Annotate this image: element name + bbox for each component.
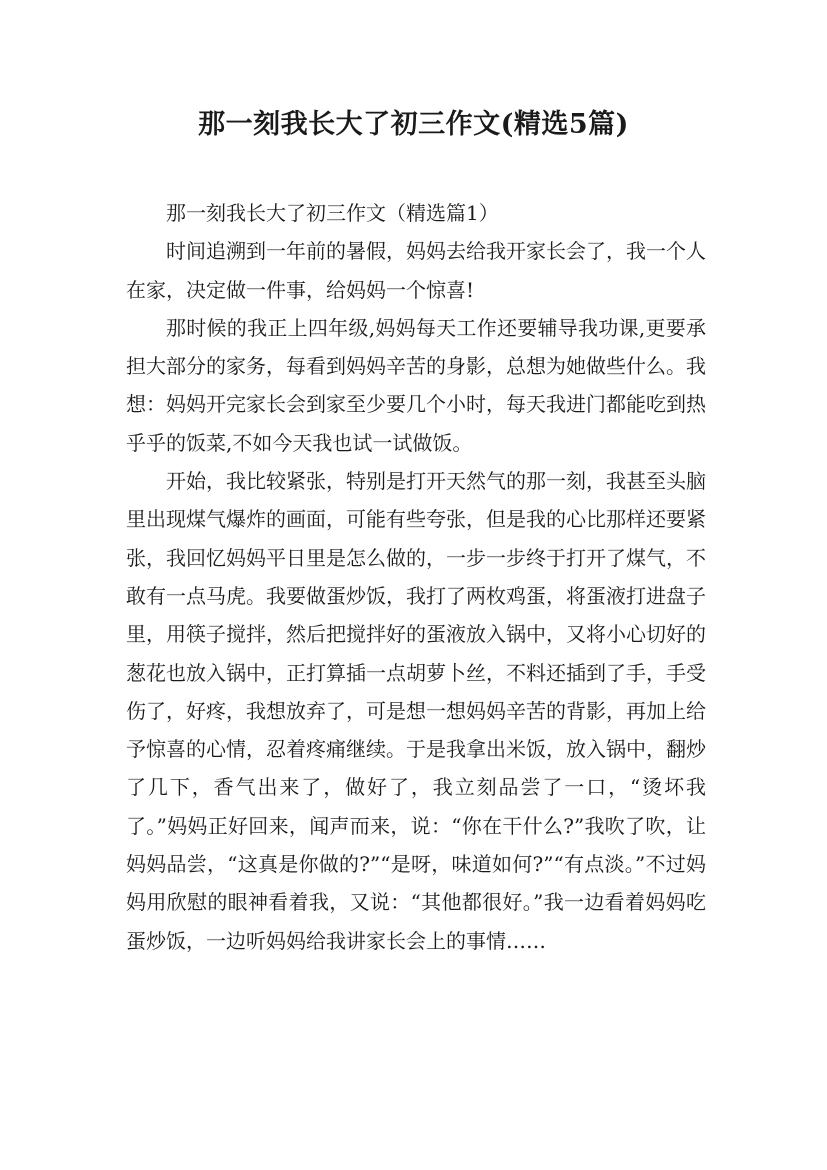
paragraph-3: 开始，我比较紧张，特别是打开天然气的那一刻，我甚至头脑里出现煤气爆炸的画面，可能有些夸张，但是我的心比那样还要紧张，我回忆妈妈平日里是怎么做的，一步一步终于打开了煤气，不敢有一点马虎。我要做蛋炒饭，我打了两枚鸡蛋，将蛋液打进盘子里，用筷子搅拌，然后把搅拌好的蛋液放入锅中，又将小心切好的葱花也放入锅中，正打算插一点胡萝卜丝，不料还插到了手，手受伤了，好疼，我想放弃了，可是想一想妈妈辛苦的背影，再加上给予惊喜的心情，忍着疼痛继续。于是我拿出米饭，放入锅中，翻炒了几下，香气出来了，做好了，我立刻品尝了一口，“烫坏我了。”妈妈正好回来，闻声而来，说：“你在干什么?”我吹了吹，让妈妈品尝，“这真是你做的?”“是呀，味道如何?”“有点淡。”不过妈妈用欣慰的眼神看着我，又说：“其他都很好。”我一边看着妈妈吃蛋炒饭，一边听妈妈给我讲家长会上的事情…… xyxy=(126,469,706,953)
document-title: 那一刻我长大了初三作文(精选5篇) xyxy=(198,109,629,140)
section-heading: 那一刻我长大了初三作文（精选篇1） xyxy=(166,201,499,225)
paragraph-1: 时间追溯到一年前的暑假，妈妈去给我开家长会了，我一个人在家，决定做一件事，给妈妈一个惊喜! xyxy=(126,239,706,302)
paragraph-2: 那时候的我正上四年级,妈妈每天工作还要辅导我功课,更要承担大部分的家务，每看到妈妈辛苦的身影，总想为她做些什么。我想：妈妈开完家长会到家至少要几个小时，每天我进门都能吃到热乎乎的饭菜,不如今天我也试一试做饭。 xyxy=(126,315,706,455)
document-body xyxy=(126,194,706,960)
